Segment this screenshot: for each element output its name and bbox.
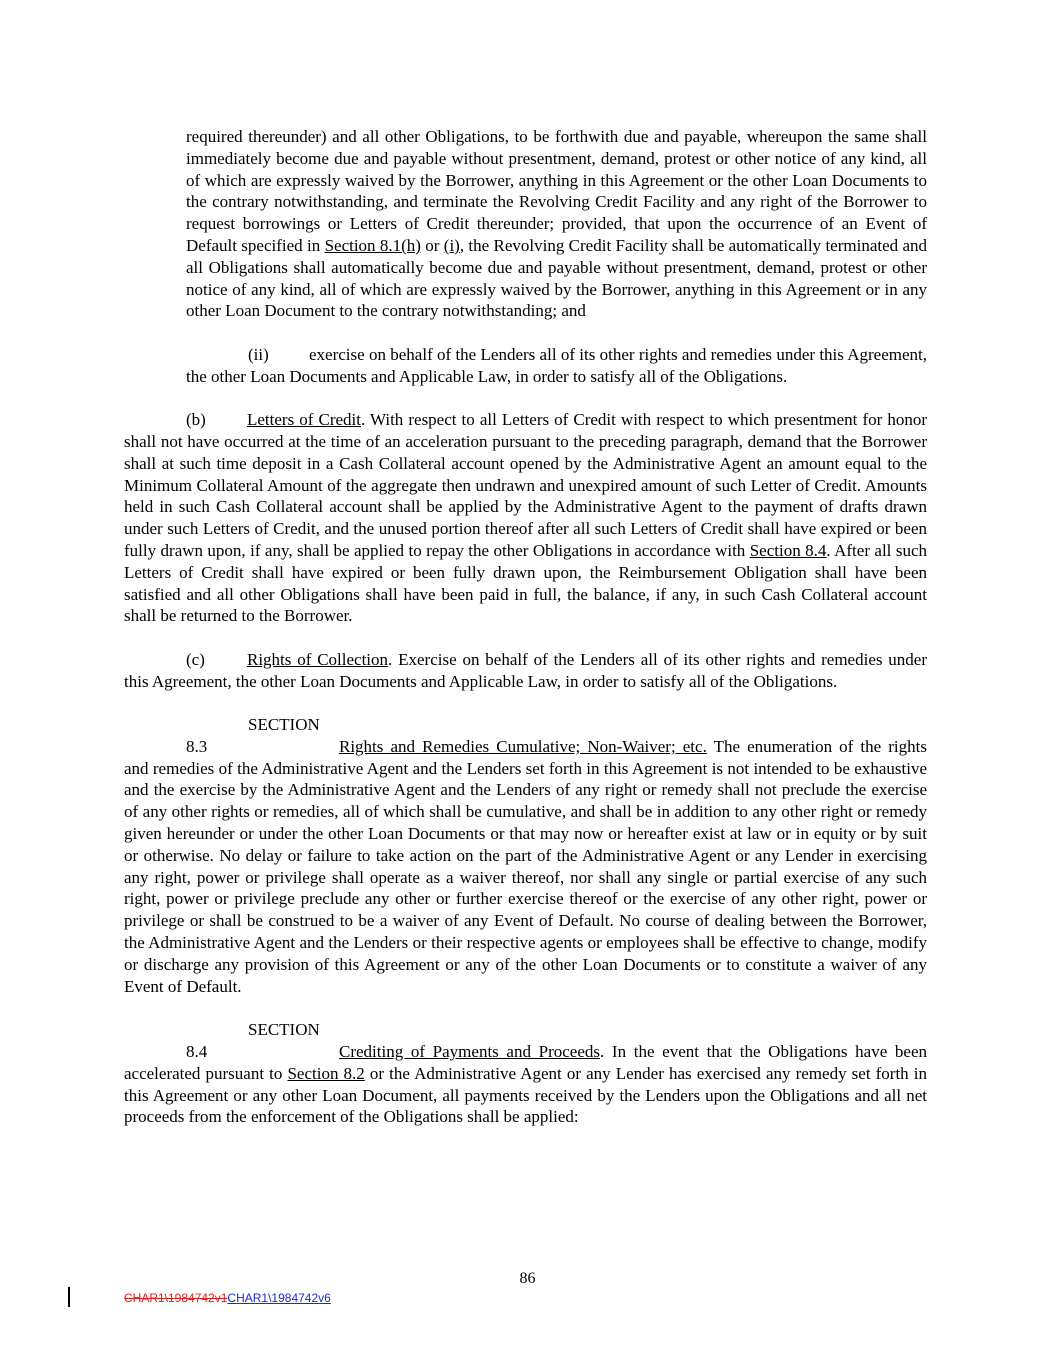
paragraph-rights-of-collection [124, 649, 927, 693]
paragraph-text: required thereunder) and all other Obligations, to be forthwith due and payable, whereupon the same shall immediately become due and payable without presentment, demand, protest or other notice of any kind, all of which are expressly waived by the Borrower, anything in this Agreement or the other Loan Documents to the contrary notwithstanding, and terminate the Revolving Credit Facility and any right of the Borrower to request borrowings or Letters of Credit thereunder; provided, that upon the occurrence of an Event of Default specified in [186, 127, 927, 255]
paragraph-text: or [420, 235, 444, 255]
paragraph-ii [186, 344, 927, 388]
inserted-doc-id: CHAR1\1984742v6 [227, 1291, 331, 1305]
paragraph-text: , the Revolving Credit Facility shall be automatically terminated and all Obligations shall automatically become due and payable without presentment, demand, protest or other notice of any kind, all of which are expressly waived by the Borrower, anything in this Agreement or in any other Loan Document to the contrary notwithstanding; and [186, 235, 928, 321]
change-bar [68, 1287, 70, 1307]
paragraph-obligations-due [186, 126, 927, 322]
clause-heading: Letters of Credit [247, 410, 361, 430]
section-heading: Crediting of Payments and Proceeds [339, 1041, 601, 1061]
clause-heading: Rights of Collection [247, 649, 389, 669]
paragraph-text: exercise on behalf of the Lenders all of its other rights and remedies under this Agreement, the other Loan Documents and Applicable Law, in order to satisfy all of the Obligations. [186, 344, 927, 386]
clause-label: (c) [186, 649, 205, 669]
paragraph-text: The enumeration of the rights and remedies of the Administrative Agent and the Lenders set forth in this Agreement is not intended to be exhaustive and the exercise by the Administrative Agent and the Lenders of any right or remedy shall not preclude the exercise of any other rights or remedies, all of which shall be cumulative, and shall be in addition to any other right or remedy given hereunder or under the other Loan Documents or that may now or hereafter exist at law or in equity or by suit or otherwise. No delay or failure to take action on the part of the Administrative Agent or any Lender in exercising any right, power or privilege shall operate as a waiver thereof, nor shall any single or partial exercise of any such right, power or privilege preclude any other or further exercise thereof or the exercise of any other right, power or privilege or shall be construed to be a waiver of any Event of Default. No course of dealing between the Borrower, the Administrative Agent and the Lenders or their respective agents or employees shall be effective to change, modify or discharge any provision of this Agreement or any of the other Loan Documents or to constitute a waiver of any Event of Default. [124, 736, 927, 996]
section-label: SECTION 8.4 [186, 1020, 320, 1061]
paragraph-text: . Exercise on behalf of the Lenders all of its other rights and remedies under this Agreement, the other Loan Documents and Applicable Law, in order to satisfy all of the Obligations. [124, 649, 928, 691]
paragraph-text: . With respect to all Letters of Credit with respect to which presentment for honor shall not have occurred at the time of an acceleration pursuant to the preceding paragraph, demand that the Borrower shall at such time deposit in a Cash Collateral account opened by the Administrative Agent an amount equal to the Minimum Collateral Amount of the aggregate then undrawn and unexpired amount of such Letter of Credit. Amounts held in such Cash Collateral account shall be applied by the Administrative Agent to the payment of drafts drawn under such Letters of Credit, and the unused portion thereof after all such Letters of Credit shall have expired or been fully drawn upon, if any, shall be applied to repay the other Obligations in accordance with [124, 410, 927, 560]
section-8-4 [124, 1019, 927, 1128]
section-reference: (i) [443, 235, 460, 255]
page-number: 86 [519, 1270, 536, 1287]
section-heading: Rights and Remedies Cumulative; Non-Waiver; etc. [339, 736, 707, 756]
deleted-doc-id: CHAR1\1984742v1 [124, 1291, 228, 1305]
clause-label: (b) [186, 410, 206, 430]
document-id-footer [124, 1291, 331, 1305]
paragraph-text: . In the event that the Obligations have been accelerated pursuant to [124, 1041, 927, 1083]
section-8-3 [124, 714, 927, 997]
paragraph-text: . After all such Letters of Credit shall have expired or been fully drawn upon, the Reimbursement Obligation shall have been satisfied and all other Obligations shall have been paid in full, the balance, if any, in such Cash Collateral account shall be returned to the Borrower. [124, 540, 927, 626]
section-reference: Section 8.4 [749, 540, 827, 560]
section-reference: Section 8.1(h) [324, 235, 421, 255]
paragraph-text: or the Administrative Agent or any Lender has exercised any remedy set forth in this Agreement or any other Loan Document, all payments received by the Lenders upon the Obligations and all net proceeds from the enforcement of the Obligations shall be applied: [124, 1063, 927, 1127]
clause-label: (ii) [248, 344, 269, 364]
section-label: SECTION 8.3 [186, 715, 320, 756]
document-body [124, 126, 927, 1128]
paragraph-letters-of-credit [124, 409, 927, 627]
section-reference: Section 8.2 [287, 1063, 365, 1083]
